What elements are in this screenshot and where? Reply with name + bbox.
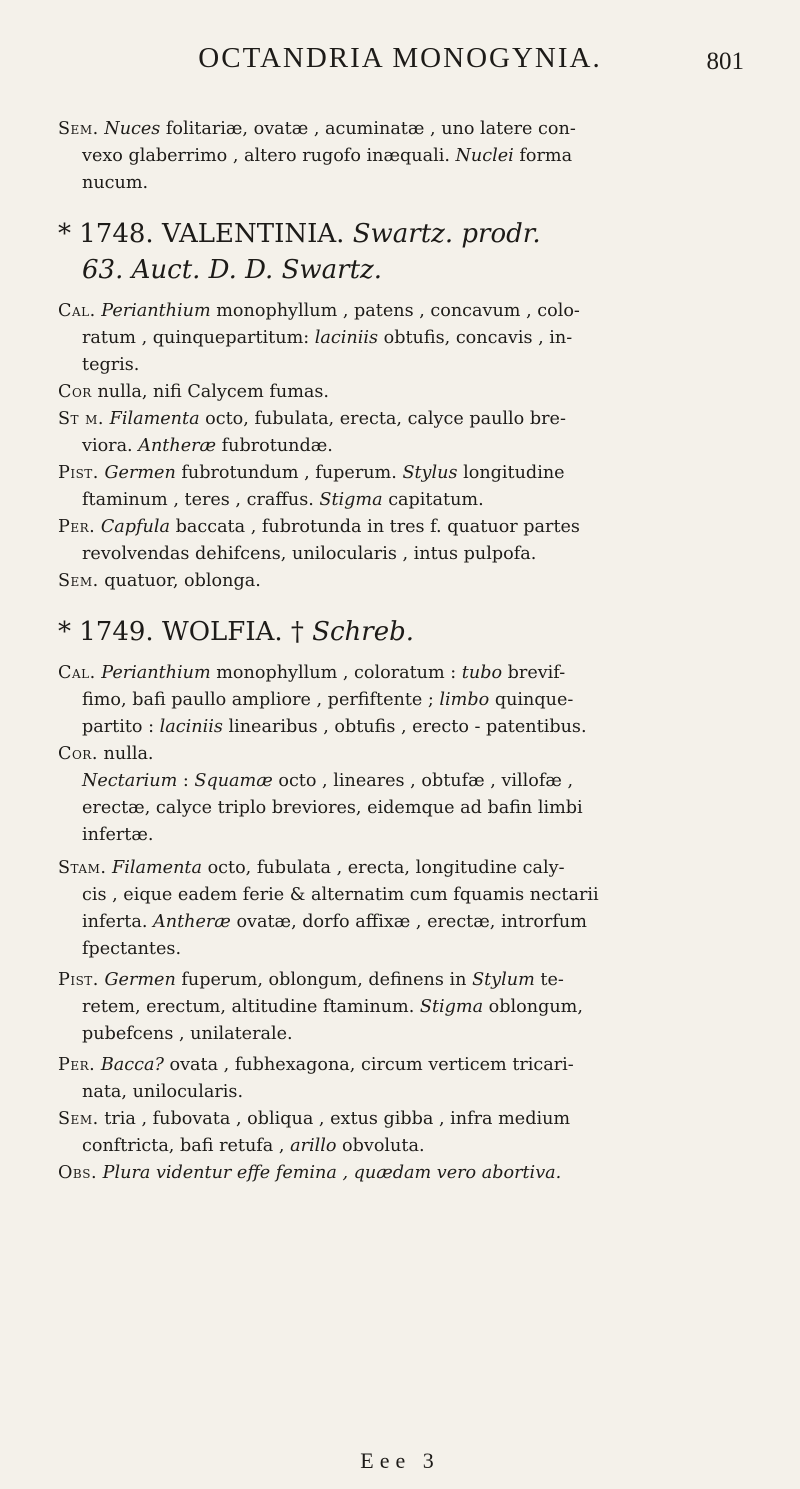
page-body <box>58 116 758 1187</box>
page-number: 801 <box>706 48 744 75</box>
section-label: Sem. <box>58 119 99 139</box>
genus-heading-valentinia: * 1748. VALENTINIA. Swartz. prodr. <box>58 219 541 249</box>
valentinia-description: Cal. Perianthium monophyllum , patens , concavum , colo- ratum , quinquepartitum: laciniis obtufis, concavis , in- tegris. Cor nulla, nifi Calycem fumas. St m. Filamenta octo, fubulata, erecta, calyce paullo bre- viora. Antheræ fubrotundæ. Pist. Germen fubrotundum , fuperum. Stylus longitudine ftaminum , teres , craffus. Stigma capitatum. Per. Capfula baccata , fubrotunda in tres f. quatuor partes revolvendas dehifcens, unilocularis , intus pulpofa. Sem. quatuor, oblonga. <box>58 301 580 591</box>
genus-heading-reference: 63. Auct. D. D. Swartz. <box>82 255 382 285</box>
wolfia-description: Cal. Perianthium monophyllum , coloratum : tubo brevif- fimo, bafi paullo ampliore , perfiftente ; limbo quinque- partito : laciniis linearibus , obtufis , erecto - patentibus. Cor. nulla. Nectarium : Squamæ octo , lineares , obtufæ , villofæ , erectæ, calyce triplo breviores, eidemque ad bafin limbi infertæ. Stam. Filamenta octo, fubulata , erecta, longitudine caly- cis , eique eadem ferie & alternatim cum fquamis nectarii inferta. Antheræ ovatæ, dorfo affixæ , erectæ, introrfum fpectantes. Pist. Germen fuperum, oblongum, definens in Stylum te- retem, erectum, altitudine ftaminum. Stigma oblongum, pubefcens , unilaterale. Per. Bacca? ovata , fubhexagona, circum verticem tricari- nata, unilocularis. Sem. tria , fubovata , obliqua , extus gibba , infra medium conftricta, bafi retufa , arillo obvoluta. Obs. Plura videntur effe femina , quædam vero abortiva. <box>58 663 599 1183</box>
signature-mark: Eee 3 <box>360 1448 440 1473</box>
genus-heading-wolfia: * 1749. WOLFIA. † Schreb. <box>58 617 414 647</box>
running-head: OCTANDRIA MONOGYNIA. <box>198 42 602 74</box>
dagger-mark: † <box>290 617 304 647</box>
seed-description-entry: Sem. Nuces folitariæ, ovatæ , acuminatæ , uno latere con- vexo glaberrimo , altero rugofo inæquali. Nuclei forma nucum. <box>58 119 576 193</box>
